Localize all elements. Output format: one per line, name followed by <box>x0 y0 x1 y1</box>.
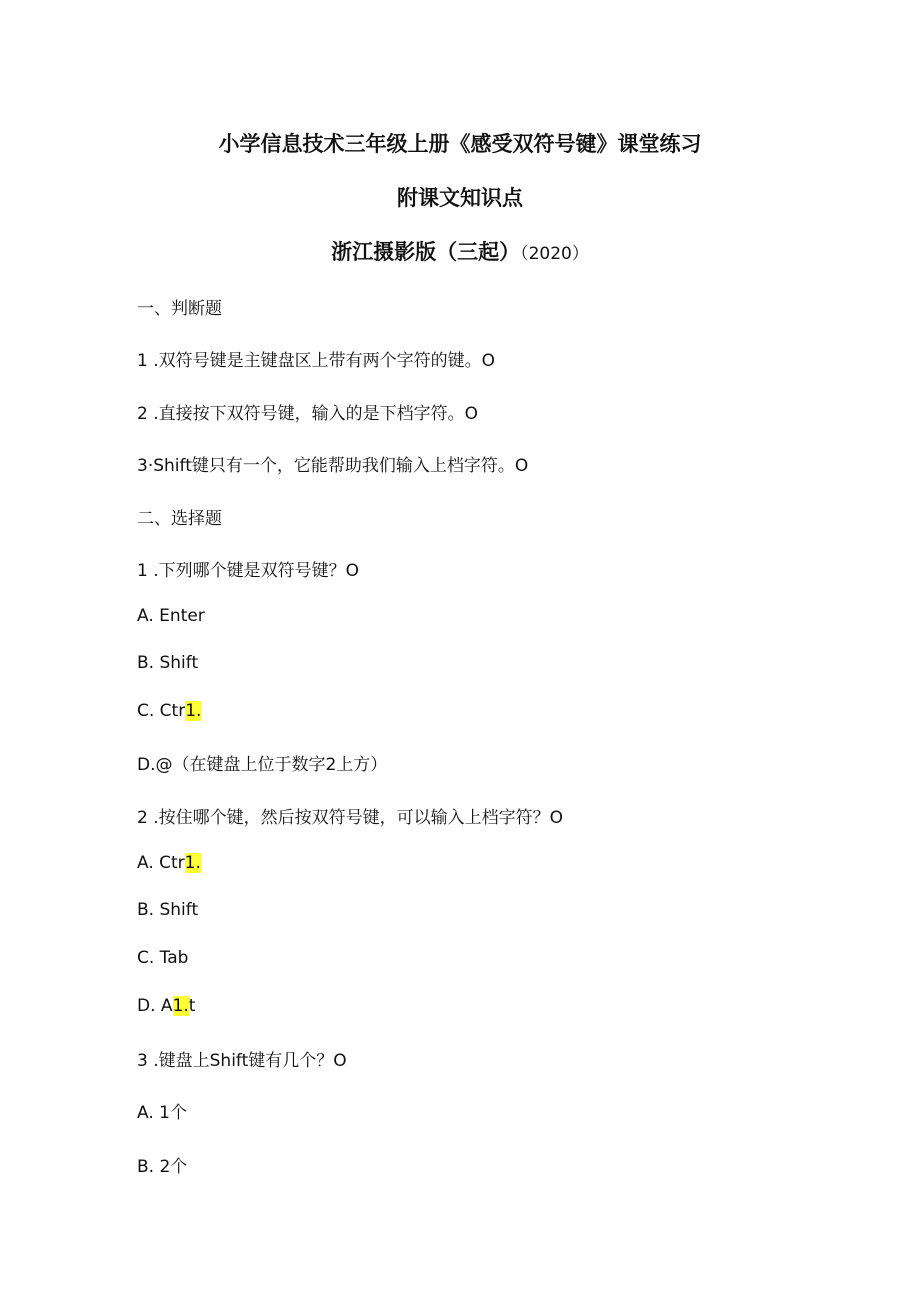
choice-question-1: 1 .下列哪个键是双符号键？O <box>137 561 360 581</box>
document-title: 小学信息技术三年级上册《感受双符号键》课堂练习 <box>218 132 702 156</box>
choice-question-3: 3 .键盘上Shift键有几个？O <box>137 1051 347 1071</box>
choice-q3-option-b: B. 2个 <box>137 1157 188 1177</box>
judgement-question-2: 2 .直接按下双符号键，输入的是下档字符。O <box>137 404 479 424</box>
judgement-question-3: 3·Shift键只有一个，它能帮助我们输入上档字符。O <box>137 456 529 476</box>
judgement-question-1: 1 .双符号键是主键盘区上带有两个字符的键。O <box>137 351 496 371</box>
option-d-text: D. A <box>137 996 173 1016</box>
highlighted-text: 1. <box>185 701 202 721</box>
edition-name: 浙江摄影版（三起） <box>331 240 521 264</box>
choice-question-2: 2 .按住哪个键，然后按双符号键，可以输入上档字符？O <box>137 808 564 828</box>
choice-q2-option-a <box>137 853 201 873</box>
document-edition <box>0 236 920 266</box>
option-d-suffix: t <box>188 996 196 1016</box>
choice-q2-option-d <box>137 996 195 1016</box>
section-heading-choice: 二、选择题 <box>137 509 222 529</box>
highlighted-text: 1. <box>184 853 201 873</box>
choice-q1-option-d: D.@（在键盘上位于数字2上方） <box>137 755 388 775</box>
choice-q1-option-b: B. Shift <box>137 653 199 673</box>
choice-q1-option-a: A. Enter <box>137 606 205 626</box>
option-c-text: C. Ctr <box>137 701 186 721</box>
option-a-text: A. Ctr <box>137 853 185 873</box>
edition-year: （2020） <box>520 244 589 264</box>
section-heading-judgement: 一、判断题 <box>137 299 222 319</box>
document-subtitle: 附课文知识点 <box>397 186 523 210</box>
choice-q3-option-a: A. 1个 <box>137 1103 187 1123</box>
choice-q2-option-b: B. Shift <box>137 900 199 920</box>
choice-q2-option-c: C. Tab <box>137 948 189 968</box>
choice-q1-option-c <box>137 701 201 721</box>
highlighted-text: 1. <box>172 996 189 1016</box>
